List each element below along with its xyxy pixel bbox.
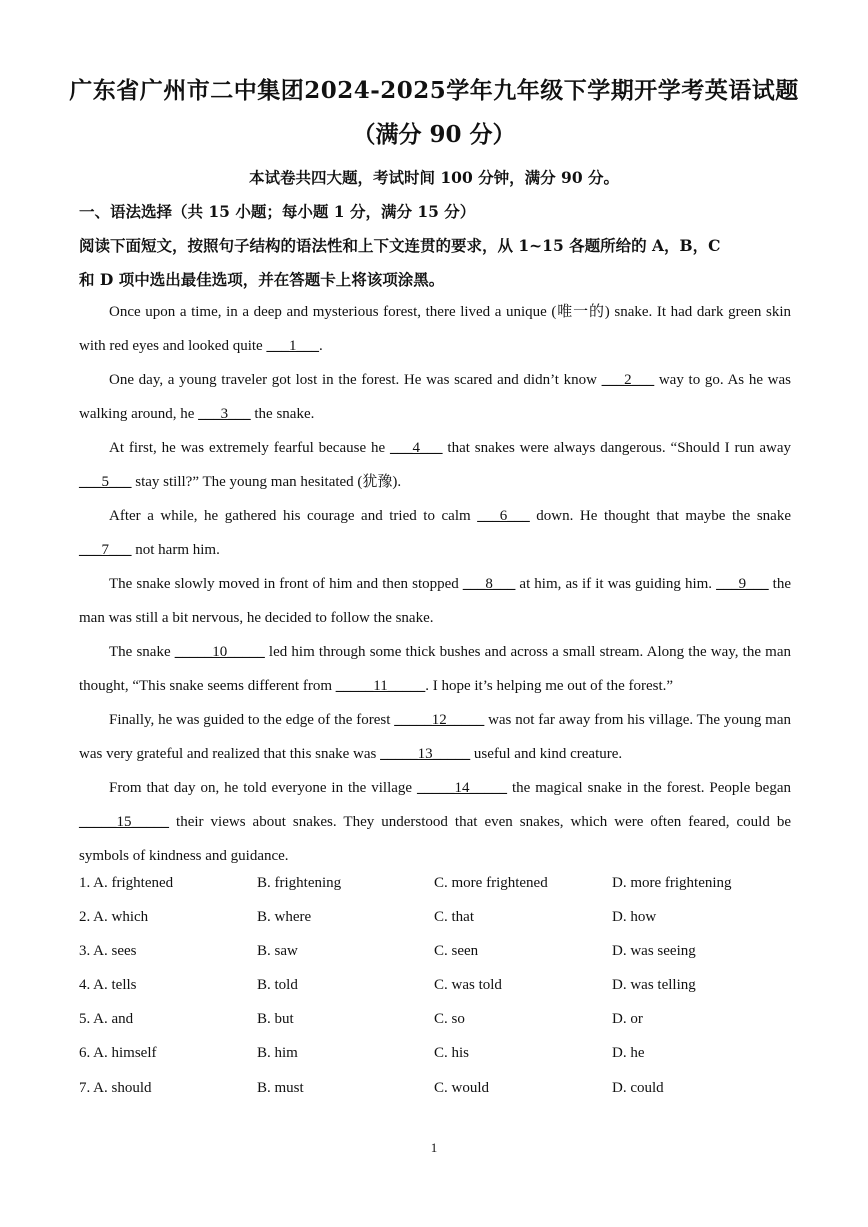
- options-list: [79, 875, 799, 1114]
- page-subtitle: （满分 90 分）: [352, 121, 516, 148]
- option-row: [79, 1011, 799, 1045]
- option-d: D. how: [612, 909, 657, 926]
- option-c: C. would: [434, 1079, 490, 1096]
- instruction-line: 和 D 项中选出最佳选项，并在答题卡上将该项涂黑。: [79, 270, 445, 289]
- answer-blank: ___2___: [601, 372, 655, 388]
- page-title: 广东省广州市二中集团2024-2025学年九年级下学期开学考英语试题: [69, 77, 799, 104]
- option-b: B. but: [257, 1011, 294, 1028]
- option-a: 3. A. sees: [79, 943, 137, 960]
- option-c: C. so: [434, 1011, 465, 1028]
- option-a: 1. A. frightened: [79, 875, 174, 891]
- option-c: C. more frightened: [434, 875, 548, 891]
- option-d: D. or: [612, 1011, 643, 1028]
- answer-blank: ___6___: [477, 508, 530, 524]
- passage-paragraph: After a while, he gathered his courage and tried to calm ___6___ down. He thought that maybe the snake ___7___ not harm him.: [79, 508, 791, 558]
- option-row: [79, 977, 799, 1011]
- option-c: C. was told: [434, 977, 502, 994]
- option-row: [79, 943, 799, 977]
- option-row: [79, 909, 799, 943]
- option-b: B. told: [257, 977, 298, 994]
- option-a: 4. A. tells: [79, 977, 137, 994]
- answer-blank: _____10_____: [174, 644, 265, 660]
- option-d: D. could: [612, 1079, 664, 1096]
- section-heading: 一、语法选择（共 15 小题；每小题 1 分，满分 15 分）: [79, 202, 476, 221]
- option-d: D. was seeing: [612, 943, 696, 960]
- option-d: D. more frightening: [612, 875, 732, 891]
- answer-blank: ___9___: [716, 576, 769, 592]
- passage-paragraph: From that day on, he told everyone in the village _____14_____ the magical snake in the forest. People began _____15_____ their views about snakes. They understood that even snakes, which were often feared, could be symbols of kindness and guidance.: [79, 780, 791, 864]
- passage-paragraph: At first, he was extremely fearful because he ___4___ that snakes were always dangerous. “Should I run away ___5___ stay still?” The young man hesitated (犹豫).: [79, 440, 791, 490]
- passage-paragraph: The snake _____10_____ led him through some thick bushes and across a small stream. Along the way, the man thought, “This snake seems different from _____11_____. I hope it’s helping me out of the forest.”: [79, 644, 791, 694]
- answer-blank: ___4___: [390, 440, 443, 456]
- exam-note: 本试卷共四大题，考试时间 100 分钟，满分 90 分。: [248, 168, 619, 187]
- answer-blank: ___5___: [79, 474, 132, 490]
- option-d: D. he: [612, 1045, 645, 1062]
- option-c: C. that: [434, 909, 474, 926]
- option-b: B. frightening: [257, 875, 342, 891]
- option-row: [79, 875, 799, 909]
- option-row: [79, 1045, 799, 1079]
- instruction-line: 阅读下面短文，按照句子结构的语法性和上下文连贯的要求，从 1~15 各题所给的 A，B，C: [79, 236, 721, 255]
- passage-paragraph: The snake slowly moved in front of him and then stopped ___8___ at him, as if it was guiding him. ___9___ the man was still a bit nervous, he decided to follow the snake.: [79, 576, 792, 626]
- option-c: C. his: [434, 1045, 470, 1062]
- passage-paragraph: Finally, he was guided to the edge of the forest _____12_____ was not far away from his village. The young man was very grateful and realized that this snake was _____13_____ useful and kind creature.: [79, 712, 791, 762]
- option-a: 7. A. should: [79, 1079, 152, 1096]
- answer-blank: ___1___: [266, 338, 319, 354]
- option-a: 5. A. and: [79, 1011, 134, 1028]
- option-d: D. was telling: [612, 977, 696, 994]
- option-a: 6. A. himself: [79, 1045, 157, 1062]
- answer-blank: _____15_____: [79, 814, 169, 830]
- option-b: B. where: [257, 909, 312, 926]
- option-b: B. saw: [257, 943, 298, 960]
- passage-paragraph: Once upon a time, in a deep and mysterious forest, there lived a unique (唯一的) snake. It had dark green skin with red eyes and looked quite ___1___.: [79, 304, 791, 354]
- passage-paragraph: One day, a young traveler got lost in the forest. He was scared and didn’t know ___2___ way to go. As he was walking around, he ___3___ the snake.: [79, 372, 791, 422]
- answer-blank: ___7___: [79, 542, 132, 558]
- option-b: B. him: [257, 1045, 298, 1062]
- answer-blank: ___8___: [462, 576, 516, 592]
- option-a: 2. A. which: [79, 909, 149, 926]
- answer-blank: _____14_____: [417, 780, 508, 796]
- page-number: 1: [430, 1140, 438, 1155]
- answer-blank: _____13_____: [380, 746, 471, 762]
- option-b: B. must: [257, 1079, 304, 1096]
- answer-blank: _____12_____: [394, 712, 485, 728]
- option-row: [79, 1080, 799, 1114]
- option-c: C. seen: [434, 943, 479, 960]
- answer-blank: ___3___: [198, 406, 251, 422]
- answer-blank: _____11_____: [335, 678, 426, 694]
